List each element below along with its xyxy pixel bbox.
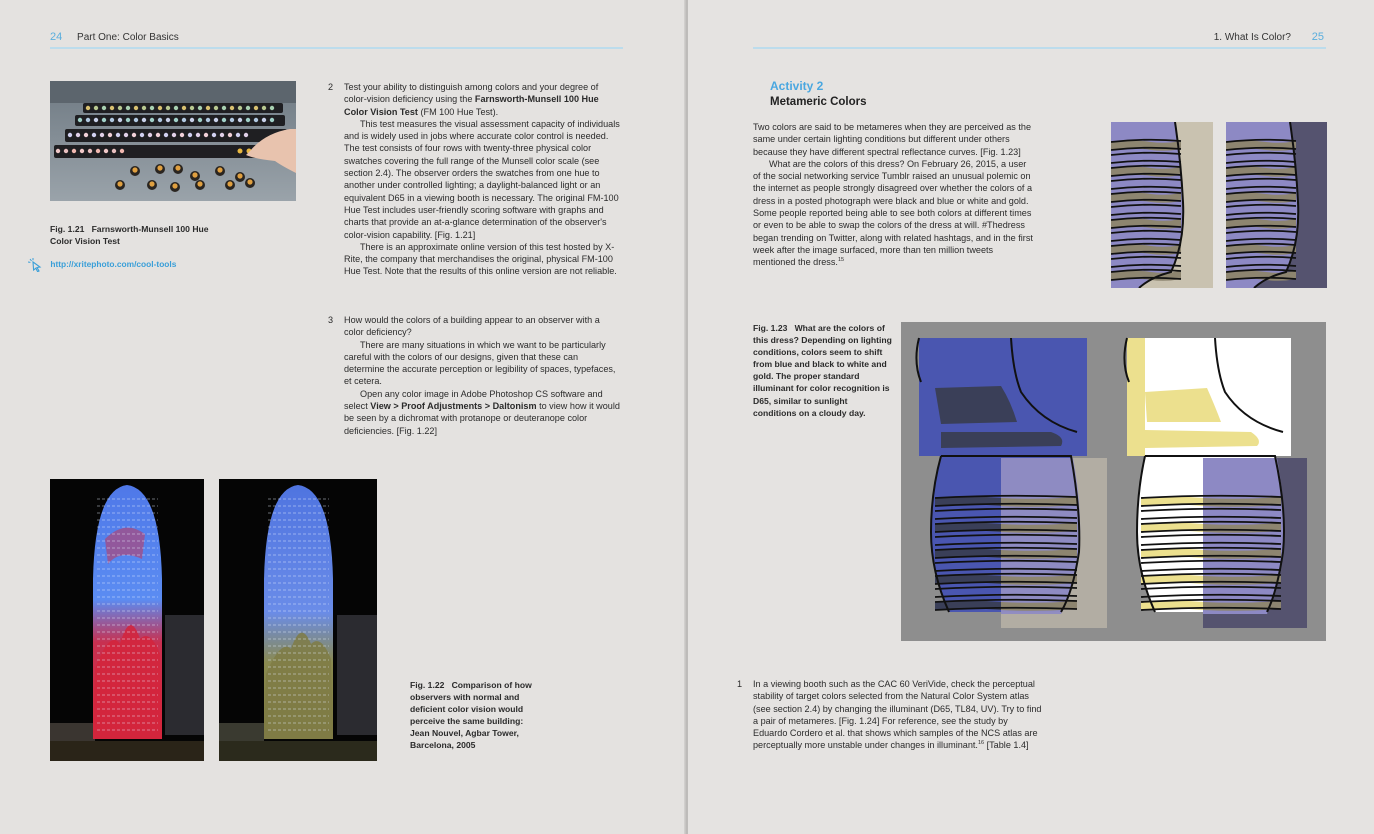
item-2-paragraph-1: This test measures the visual assessment capacity of individuals and is widely used in jobs where accurate color control is needed. The test consists of four rows with twenty-three physical color swatches covering the full range of the Munsell color scale (see section 2.4). The observer orders the swatches from one hue to another under controlled lighting; a daylight-balanced light or an equivalent D65 in a viewing booth is necessary. The original FM-100 Hue Test includes user-friendly scoring software with graphs and charts that provide an at-a-glance determination of the observer's color-vision capability. [Fig. 1.21] (344, 118, 620, 240)
intro-paragraph-1: Two colors are said to be metameres when they are perceived as the same under certain lighting conditions but different under others because they have different spectral reflectance curves. [Fig. 1.23] (753, 122, 1032, 157)
figure-1-22-label: Fig. 1.22 (410, 680, 445, 690)
item-3-intro: How would the colors of a building appear to an observer with a color deficiency? (344, 315, 600, 338)
intro-paragraph-2-text: What are the colors of this dress? On February 26, 2015, a user of the social networking service Tumblr raised an unusual polemic on the internet as people strongly disagreed over whether the colors of a dress in a posted photograph were black and blue or white and gold. Some people reported being able to see both colors at different times or even to be able to swap the colors of the dress at will. #Thedress began trending on Twitter, along with related hashtags, and in the first week after the image surfaced, more than ten million tweets mentioned the dress. (753, 158, 1033, 268)
item-1-body (753, 678, 1043, 752)
figure-1-22-caption (410, 679, 540, 752)
item-1-number: 1 (737, 679, 743, 689)
header-rule (50, 47, 623, 49)
footnote-ref-15[interactable]: 15 (837, 257, 845, 264)
running-head-text: Part One: Color Basics (77, 32, 179, 43)
table-1-4-ref: [Table 1.4] (984, 740, 1029, 751)
figure-1-22-image-deficient (219, 479, 377, 761)
item-3-body (344, 314, 620, 437)
item-3-para-2-pre: Open any color image in Adobe Photoshop CS software and select (344, 388, 603, 412)
item-2-intro-bold: Farnsworth-Munsell 100 Hue Color Vision Test (344, 94, 599, 117)
item-3-para-2-post: to view how it would be seen by a dichromat with protanope or deuteranope color deficiencies. [Fig. 1.22] (344, 401, 620, 436)
figure-1-23-label: Fig. 1.23 (753, 323, 788, 333)
left-page (0, 0, 686, 834)
cursor-click-icon (28, 258, 44, 272)
figure-1-21-caption (50, 223, 210, 247)
chapter-title: 1. What Is Color? (1213, 32, 1291, 43)
dress-white-gold (1124, 338, 1307, 628)
item-2-number: 2 (328, 82, 334, 92)
figure-1-23-text: What are the colors of this dress? Depending on lighting conditions, colors seem to shift from blue and black to white and gold. The proper standard illuminant for color recognition is D65, similar to sunlight conditions on a cloudy day. (753, 323, 892, 418)
item-2-intro (344, 81, 620, 118)
item-3-number: 3 (328, 315, 334, 325)
dress-stripes-on-beige (1111, 122, 1213, 288)
xrite-link-text[interactable]: http://xritephoto.com/cool-tools (50, 259, 177, 270)
page-number-right: 25 (1311, 31, 1324, 43)
dress-blue-black (916, 338, 1107, 628)
figure-1-22-image-normal (50, 479, 204, 761)
figure-1-21-text: Farnsworth-Munsell 100 Hue Color Vision Test (50, 224, 209, 247)
figure-1-22-text: Comparison of how observers with normal and deficient color vision would perceive the same building: Jean Nouvel, Agbar Tower, Barcelona, 2005 (410, 680, 532, 751)
item-1-text: In a viewing booth such as the CAC 60 VeriVide, check the perceptual stability of target colors selected from the Natural Color System atlas (see section 2.4) by changing the illuminant (D65, TL84, UV). Try to find a pair of metameres. [Fig. 1.24] For reference, see the study by Eduardo Cordero et al. that shows which samples of the NCS atlas are perceptually more unstable under changes in illuminant. (753, 679, 1042, 751)
dress-detail-beige (1111, 122, 1213, 288)
agbar-tower-deficient-vision (219, 479, 377, 761)
figure-1-21-label: Fig. 1.21 (50, 224, 85, 234)
intro-paragraph-2 (753, 158, 1035, 269)
figure-1-21-image (50, 81, 296, 201)
fm100-test-illustration (50, 81, 296, 201)
page-number-left: 24 (50, 31, 63, 43)
item-3-paragraph-1: There are many situations in which we want to be particularly careful with the colors of our designs, given that these can determine the accurate perception or legibility of spaces, typefaces, et cetera. (344, 339, 616, 387)
dress-detail-dark (1226, 122, 1327, 288)
item-2-intro-post: (FM 100 Hue Test). (417, 106, 499, 117)
photoshop-menu-path: View > Proof Adjustments > Daltonism (370, 401, 537, 412)
figure-1-23-image (901, 322, 1326, 641)
figure-1-23-caption (753, 322, 893, 419)
activity-label: Activity 2 (770, 79, 824, 93)
running-header-left (50, 31, 179, 43)
item-3-paragraph-2 (344, 388, 620, 437)
xrite-link[interactable] (28, 258, 176, 272)
dress-stripes-on-dark (1226, 122, 1327, 288)
the-dress-illustration (901, 322, 1326, 641)
footnote-ref-16[interactable]: 16 (977, 740, 985, 747)
running-header-right (1214, 31, 1324, 43)
item-2-paragraph-2: There is an approximate online version of this test hosted by X-Rite, the company that merchandises the original, physical FM-100 Hue Test. Note that the results of this online version are not reliable. (344, 241, 617, 277)
right-page (688, 0, 1374, 834)
item-2-body (344, 81, 620, 278)
item-2-intro-pre: Test your ability to distinguish among colors and your degree of color-vision deficiency using the (344, 82, 599, 105)
metamerism-intro (753, 121, 1035, 269)
activity-title: Metameric Colors (770, 96, 867, 108)
agbar-tower-normal-vision (50, 479, 204, 761)
header-rule-right (753, 47, 1326, 49)
